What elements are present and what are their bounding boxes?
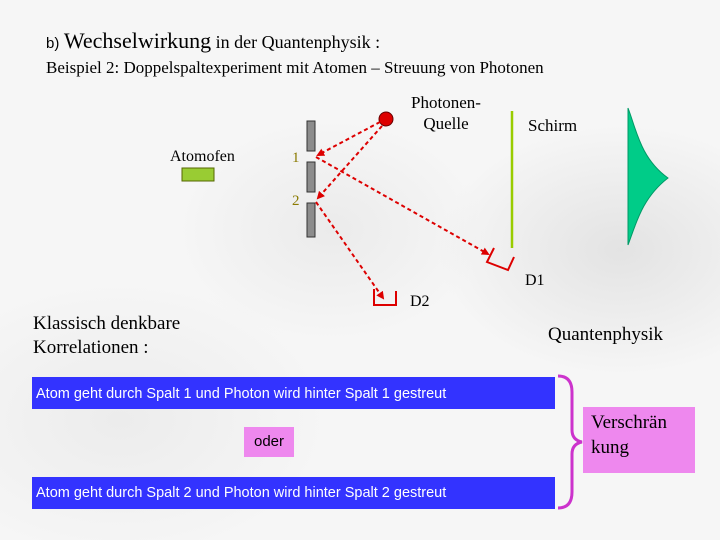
double-slit-wall	[307, 121, 315, 237]
photon-source-label-line2: Quelle	[423, 114, 469, 133]
classical-line2: Korrelationen :	[33, 337, 149, 358]
entanglement-line2: kung	[591, 437, 629, 458]
classical-line1: Klassisch denkbare	[33, 313, 181, 334]
detector-d1	[487, 248, 514, 270]
interference-pattern	[628, 108, 668, 245]
detector-d1-label: D1	[525, 272, 545, 289]
statement-slit-1: Atom geht durch Spalt 1 und Photon wird hinter Spalt 1 gestreut	[32, 377, 555, 409]
detector-d2-label: D2	[410, 293, 430, 310]
photon-paths	[316, 122, 488, 298]
title-main: Wechselwirkung	[63, 28, 212, 53]
entanglement-box	[583, 407, 695, 473]
entanglement-brace	[558, 376, 582, 508]
photon-source-label-line1: Photonen-	[411, 93, 481, 112]
atom-oven	[182, 168, 214, 181]
page-title	[46, 28, 380, 54]
slit-2-label: 2	[292, 193, 300, 209]
page-subtitle: Beispiel 2: Doppelspaltexperiment mit Atomen – Streuung von Photonen	[46, 58, 544, 77]
title-prefix: b)	[46, 35, 60, 52]
entanglement-line1: Verschrän	[591, 412, 667, 433]
statement-slit-2: Atom geht durch Spalt 2 und Photon wird hinter Spalt 2 gestreut	[32, 477, 555, 509]
atom-oven-label: Atomofen	[170, 148, 235, 165]
or-label: oder	[244, 427, 294, 457]
slit-1-label: 1	[292, 150, 300, 166]
photon-source-label	[396, 92, 496, 134]
screen-label: Schirm	[528, 116, 578, 135]
quantum-physics-label: Quantenphysik	[548, 324, 664, 345]
photon-source	[379, 112, 393, 126]
title-rest: in der Quantenphysik :	[215, 32, 381, 52]
classical-correlations-heading	[33, 312, 180, 360]
